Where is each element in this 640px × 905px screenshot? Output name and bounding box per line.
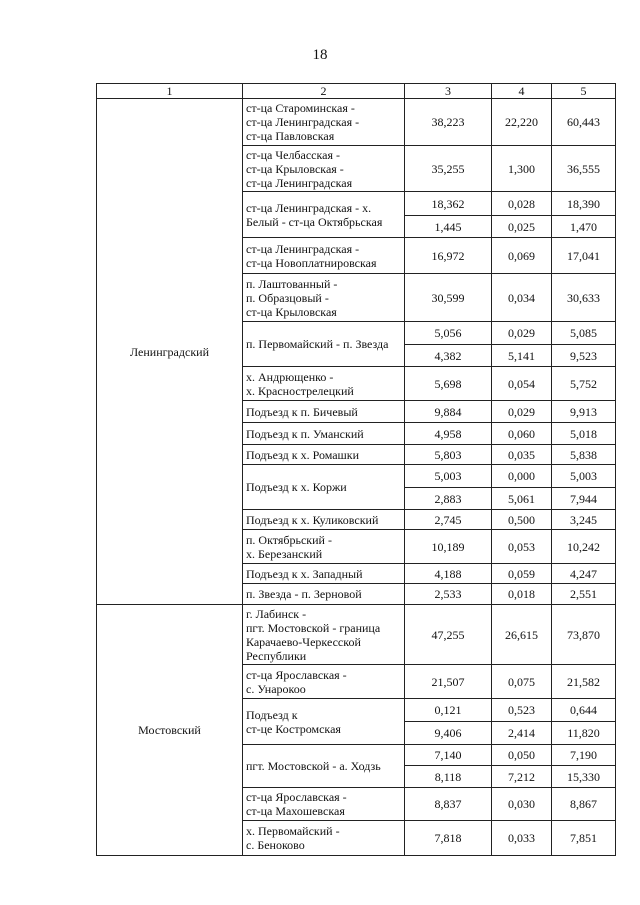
road-line: ст-ца Крыловская - — [246, 161, 344, 176]
length-value-col5: 2,551 — [552, 584, 616, 605]
length-value-col4: 26,615 — [492, 605, 552, 665]
header-row — [97, 84, 616, 99]
length-value-col5: 36,555 — [552, 146, 616, 192]
road-line: Подъезд к п. Бичевый — [246, 404, 358, 419]
road-line: п. Октябрьский - — [246, 532, 332, 547]
header-cell: 3 — [405, 84, 492, 99]
length-value-col3: 18,362 — [405, 192, 492, 216]
road-cell — [243, 146, 405, 192]
road-line: пгт. Мостовской - а. Ходзь — [246, 759, 381, 773]
length-value-col3: 9,884 — [405, 401, 492, 423]
length-value-col3: 8,118 — [405, 766, 492, 788]
length-value-col5: 10,242 — [552, 530, 616, 564]
length-value-col4: 0,054 — [492, 367, 552, 401]
road-cell — [243, 530, 405, 564]
length-value-col4: 5,141 — [492, 345, 552, 367]
length-value-col4: 2,414 — [492, 722, 552, 745]
length-value-col3: 5,698 — [405, 367, 492, 401]
road-cell — [243, 564, 405, 584]
length-value-col3: 5,803 — [405, 445, 492, 465]
length-value-col3: 2,745 — [405, 510, 492, 530]
road-cell — [243, 322, 405, 367]
road-cell — [243, 584, 405, 605]
length-value-col4: 0,025 — [492, 216, 552, 238]
road-line: х. Андрющенко - — [246, 369, 334, 384]
road-line: Подъезд к х. Ромашки — [246, 447, 360, 462]
road-cell — [243, 821, 405, 856]
length-value-col4: 0,059 — [492, 564, 552, 584]
header-cell: 2 — [243, 84, 405, 99]
road-line: Белый - ст-ца Октябрьская — [246, 214, 383, 229]
length-value-col4: 0,069 — [492, 238, 552, 274]
length-value-col3: 4,188 — [405, 564, 492, 584]
road-line: ст-ца Махошевская — [246, 804, 345, 818]
length-value-col5: 30,633 — [552, 274, 616, 322]
length-value-col5: 4,247 — [552, 564, 616, 584]
road-cell — [243, 510, 405, 530]
length-value-col3: 35,255 — [405, 146, 492, 192]
road-cell — [243, 788, 405, 821]
length-value-col5: 18,390 — [552, 192, 616, 216]
road-cell — [243, 745, 405, 788]
length-value-col4: 0,029 — [492, 401, 552, 423]
length-value-col4: 0,000 — [492, 465, 552, 488]
road-cell — [243, 238, 405, 274]
length-value-col3: 4,958 — [405, 423, 492, 445]
road-line: ст-ца Крыловская — [246, 304, 337, 319]
road-cell — [243, 465, 405, 510]
length-value-col3: 38,223 — [405, 99, 492, 146]
length-value-col4: 0,035 — [492, 445, 552, 465]
length-value-col5: 5,003 — [552, 465, 616, 488]
length-value-col5: 1,470 — [552, 216, 616, 238]
road-line: ст-ца Челбасская - — [246, 147, 341, 162]
road-line: х. Краснострелецкий — [246, 383, 354, 398]
length-value-col4: 5,061 — [492, 488, 552, 510]
road-cell — [243, 99, 405, 146]
road-line: Подъезд к п. Уманский — [246, 426, 364, 441]
table-row — [97, 99, 616, 146]
length-value-col5: 21,582 — [552, 665, 616, 699]
road-line: п. Лаштованный - — [246, 276, 338, 291]
length-value-col5: 5,018 — [552, 423, 616, 445]
road-line: Подъезд к х. Коржи — [246, 480, 347, 494]
length-value-col3: 1,445 — [405, 216, 492, 238]
road-line: Карачаево-Черкесской — [246, 634, 361, 649]
road-line: с. Унарокоо — [246, 681, 306, 696]
road-cell — [243, 423, 405, 445]
road-line: с. Беноково — [246, 838, 305, 852]
road-cell — [243, 367, 405, 401]
length-value-col5: 8,867 — [552, 788, 616, 821]
road-line: Подъезд к — [246, 707, 298, 722]
road-line: ст-ца Павловская — [246, 129, 335, 143]
road-line: ст-ца Ленинградская — [246, 175, 353, 190]
length-value-col3: 5,056 — [405, 322, 492, 345]
road-line: Республики — [246, 648, 307, 663]
length-value-col4: 1,300 — [492, 146, 552, 192]
length-value-col4: 0,523 — [492, 699, 552, 722]
length-value-col4: 0,028 — [492, 192, 552, 216]
header-cell: 1 — [97, 84, 243, 99]
length-value-col3: 10,189 — [405, 530, 492, 564]
length-value-col5: 7,944 — [552, 488, 616, 510]
road-cell — [243, 445, 405, 465]
road-line: ст-ца Ленинградская - х. — [246, 200, 372, 215]
road-line: ст-ца Ярославская - — [246, 667, 347, 682]
road-line: п. Звезда - п. Зерновой — [246, 587, 362, 601]
length-value-col5: 73,870 — [552, 605, 616, 665]
road-line: х. Березанский — [246, 546, 323, 561]
road-line: ст-ца Ленинградская - — [246, 115, 360, 129]
length-value-col5: 0,644 — [552, 699, 616, 722]
length-value-col3: 47,255 — [405, 605, 492, 665]
length-value-col4: 0,034 — [492, 274, 552, 322]
road-cell — [243, 665, 405, 699]
length-value-col5: 9,913 — [552, 401, 616, 423]
length-value-col3: 16,972 — [405, 238, 492, 274]
length-value-col5: 11,820 — [552, 722, 616, 745]
road-line: ст-ца Новоплатнировская — [246, 255, 377, 270]
length-value-col3: 9,406 — [405, 722, 492, 745]
length-value-col5: 17,041 — [552, 238, 616, 274]
road-cell — [243, 192, 405, 238]
length-value-col4: 7,212 — [492, 766, 552, 788]
road-line: Подъезд к х. Куликовский — [246, 512, 379, 527]
length-value-col5: 5,838 — [552, 445, 616, 465]
road-line: х. Первомайский - — [246, 824, 340, 838]
road-cell — [243, 605, 405, 665]
road-table — [96, 83, 616, 856]
length-value-col3: 21,507 — [405, 665, 492, 699]
length-value-col4: 0,500 — [492, 510, 552, 530]
road-line: ст-ца Ленинградская - — [246, 241, 360, 256]
road-line: ст-ца Ярославская - — [246, 790, 347, 804]
header-cell: 4 — [492, 84, 552, 99]
road-line: п. Первомайский - п. Звезда — [246, 337, 389, 351]
road-line: Подъезд к х. Западный — [246, 566, 363, 581]
road-cell — [243, 401, 405, 423]
length-value-col3: 2,533 — [405, 584, 492, 605]
length-value-col4: 0,050 — [492, 745, 552, 766]
length-value-col3: 0,121 — [405, 699, 492, 722]
length-value-col5: 15,330 — [552, 766, 616, 788]
road-line: пгт. Мостовской - граница — [246, 620, 381, 635]
road-cell — [243, 274, 405, 322]
length-value-col5: 9,523 — [552, 345, 616, 367]
length-value-col5: 5,085 — [552, 322, 616, 345]
length-value-col4: 0,018 — [492, 584, 552, 605]
header-cell: 5 — [552, 84, 616, 99]
length-value-col3: 4,382 — [405, 345, 492, 367]
length-value-col3: 2,883 — [405, 488, 492, 510]
road-line: п. Образцовый - — [246, 290, 329, 305]
length-value-col4: 0,053 — [492, 530, 552, 564]
table-row — [97, 605, 616, 665]
length-value-col3: 5,003 — [405, 465, 492, 488]
length-value-col5: 7,851 — [552, 821, 616, 856]
length-value-col5: 7,190 — [552, 745, 616, 766]
length-value-col3: 8,837 — [405, 788, 492, 821]
length-value-col5: 60,443 — [552, 99, 616, 146]
length-value-col4: 0,075 — [492, 665, 552, 699]
length-value-col4: 0,033 — [492, 821, 552, 856]
length-value-col5: 3,245 — [552, 510, 616, 530]
length-value-col4: 22,220 — [492, 99, 552, 146]
length-value-col4: 0,060 — [492, 423, 552, 445]
district-cell: Ленинградский — [97, 99, 243, 605]
table-body — [97, 84, 616, 856]
district-cell: Мостовский — [97, 605, 243, 856]
length-value-col4: 0,030 — [492, 788, 552, 821]
road-line: ст-це Костромская — [246, 721, 341, 736]
length-value-col3: 7,140 — [405, 745, 492, 766]
road-line: г. Лабинск - — [246, 606, 307, 621]
page-number: 18 — [312, 47, 328, 63]
length-value-col3: 30,599 — [405, 274, 492, 322]
road-line: ст-ца Староминская - — [246, 101, 355, 115]
length-value-col3: 7,818 — [405, 821, 492, 856]
road-cell — [243, 699, 405, 745]
length-value-col4: 0,029 — [492, 322, 552, 345]
length-value-col5: 5,752 — [552, 367, 616, 401]
